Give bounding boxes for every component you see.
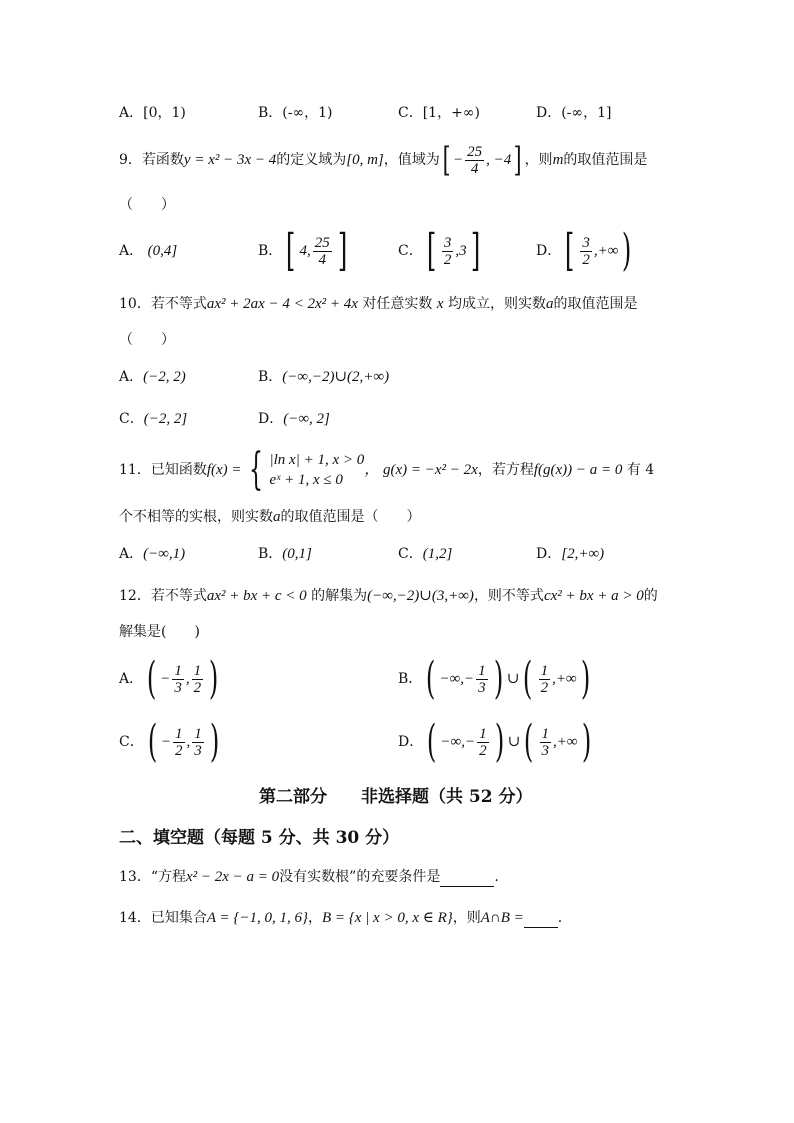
- q9-paren: （ ）: [119, 197, 175, 213]
- q12-option-a: A．( − $\frac{1}{3}$ , $\frac{1}{2}$ ): [119, 653, 219, 704]
- q9-option-a: A． (0,4]: [119, 243, 178, 259]
- q10-option-d: D．(−∞, 2]: [258, 411, 330, 427]
- q12-option-c: C．( − $\frac{1}{2}$ , $\frac{1}{3}$ ): [119, 716, 220, 767]
- q11-option-d: D．[2,+∞): [536, 546, 605, 562]
- q11-stem-line2: 个不相等的实根，则实数a的取值范围是（ ）: [119, 509, 421, 525]
- q9-option-c: C．[ $\frac{3}{2}$ ,3]: [398, 225, 480, 276]
- q11-option-a: A．(−∞,1): [119, 546, 186, 562]
- q9-option-d: D．[ $\frac{3}{2}$ ,+∞): [536, 225, 632, 276]
- q11-piecewise: |ln x| + 1, x > 0 eˣ + 1, x ≤ 0: [269, 452, 365, 488]
- q14-answer-blank[interactable]: [524, 911, 558, 928]
- q9-mid2: ，值域为: [383, 152, 440, 168]
- q8-option-a: A．[0，1): [119, 105, 186, 121]
- q9-option-b: B．[ 4, $\frac{25}{4}$ ]: [258, 225, 348, 276]
- q9-stem: 9．若函数y = x² − 3x − 4的定义域为[0, m]，值域为[ − $\frac{25}{4}$ , −4] ，则m的取值范围是: [119, 140, 648, 180]
- q9-function: y = x² − 3x − 4: [183, 152, 277, 168]
- q9-range-tail: , −4: [486, 152, 512, 168]
- q13: 13．“方程x² − 2x − a = 0没有实数根”的充要条件是 .: [119, 869, 499, 885]
- q12-option-d: D．( −∞,− $\frac{1}{2}$ ) ∪( $\frac{1}{3}$ ,+∞): [398, 716, 591, 767]
- q13-answer-blank[interactable]: [440, 870, 494, 887]
- q11-option-b: B．(0,1]: [258, 546, 312, 562]
- section2-title: 二、填空题（每题 5 分、共 30 分）: [119, 828, 400, 848]
- q9-stem-end: 的取值范围是: [563, 152, 648, 168]
- q9-prefix: 9．若函数: [119, 152, 184, 168]
- q9-range-fraction: $\frac{25}{4}$: [467, 143, 483, 177]
- q9-mid3: ，则: [524, 152, 553, 168]
- q9-var: m: [552, 152, 564, 168]
- q14: 14．已知集合A = {−1, 0, 1, 6}，B = {x | x > 0, x ∈ R}，则A∩B = .: [119, 910, 563, 926]
- q12-option-b: B．( −∞,− $\frac{1}{3}$ ) ∪( $\frac{1}{2}$ ,+∞): [398, 653, 590, 704]
- q8-option-b: B．(-∞，1): [258, 105, 333, 121]
- q10-option-c: C．(−2, 2]: [119, 411, 188, 427]
- q10-option-b: B．(−∞,−2)∪(2,+∞): [258, 369, 390, 385]
- q11-option-c: C．(1,2]: [398, 546, 453, 562]
- q12-stem-line2: 解集是( ): [119, 624, 200, 640]
- q9-mid1: 的定义域为: [276, 152, 347, 168]
- q10-stem: 10．若不等式ax² + 2ax − 4 < 2x² + 4x 对任意实数 x 均成立，则实数a的取值范围是: [119, 296, 638, 312]
- q8-option-c: C．[1，+∞): [398, 105, 480, 121]
- q10-inequality: ax² + 2ax − 4 < 2x² + 4x: [206, 296, 358, 312]
- q10-paren: （ ）: [119, 332, 175, 348]
- q12-stem: 12．若不等式ax² + bx + c < 0 的解集为(−∞,−2)∪(3,+∞)，则不等式cx² + bx + a > 0的: [119, 588, 658, 604]
- q8-option-d: D．(-∞，1]: [536, 105, 612, 121]
- q10-option-a: A．(−2, 2): [119, 369, 186, 385]
- q9-domain: [0, m]: [346, 152, 384, 168]
- part2-title: 第二部分 非选择题（共 52 分）: [259, 787, 533, 807]
- q11-stem: 11．已知函数f(x) = { |ln x| + 1, x > 0 eˣ + 1, x ≤ 0 ， g(x) = −x² − 2x，若方程f(g(x)) − a = 0 有 4: [119, 444, 655, 495]
